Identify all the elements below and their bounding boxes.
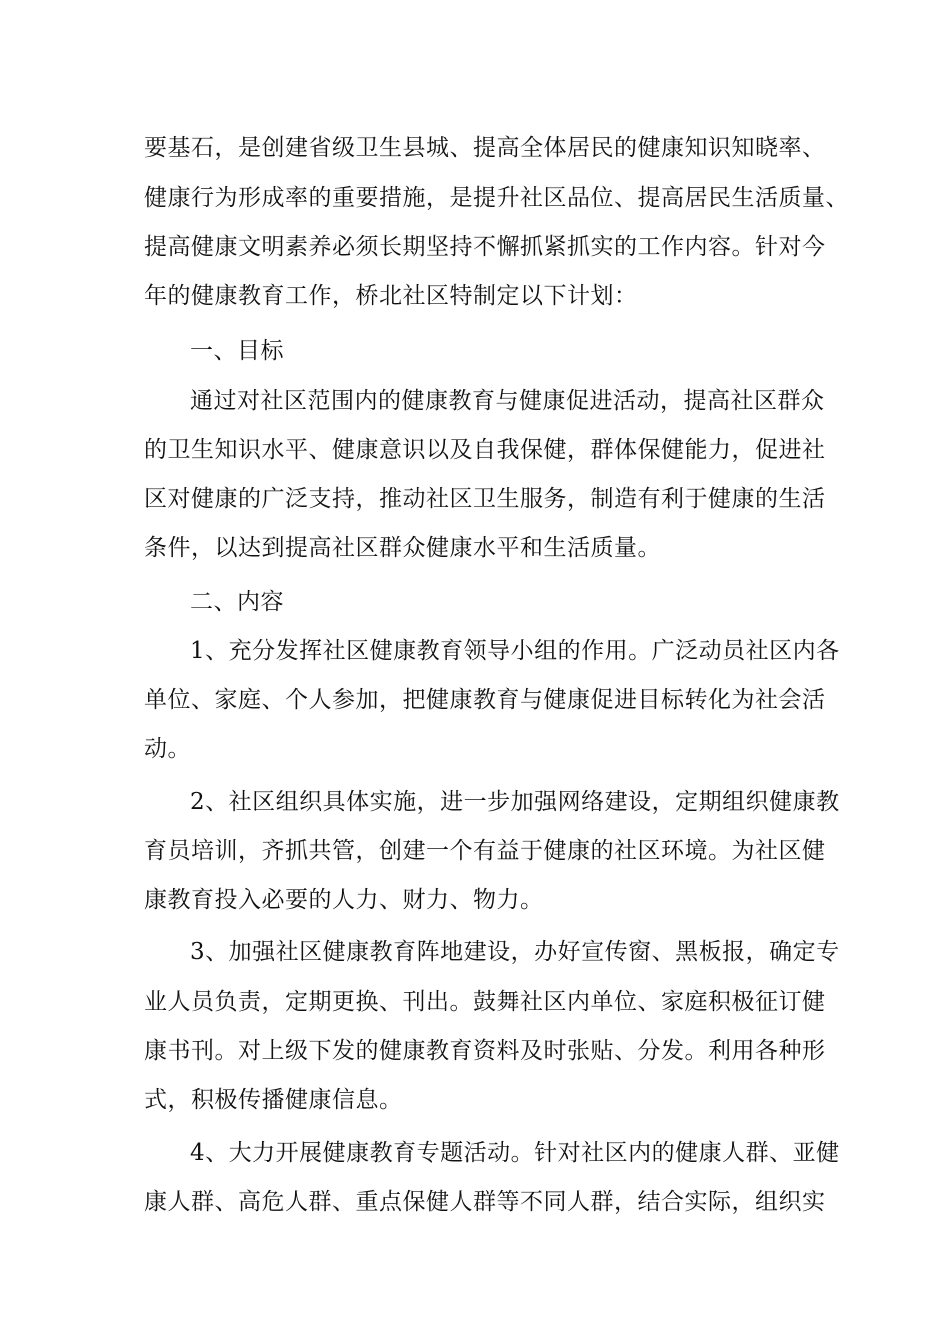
- section-heading-content: 二、内容: [190, 589, 284, 615]
- section-heading-goal: 一、目标: [190, 338, 284, 364]
- paragraph-line: 的卫生知识水平、健康意识以及自我保健，群体保健能力，促进社: [144, 437, 826, 463]
- paragraph-line: 动。: [144, 736, 191, 762]
- paragraph-line: 区对健康的广泛支持，推动社区卫生服务，制造有利于健康的生活: [144, 486, 826, 512]
- paragraph-line: 育员培训，齐抓共管，创建一个有益于健康的社区环境。为社区健: [144, 838, 826, 864]
- paragraph-line: 年的健康教育工作，桥北社区特制定以下计划：: [144, 283, 638, 309]
- paragraph-line: 健康行为形成率的重要措施，是提升社区品位、提高居民生活质量、: [144, 185, 849, 211]
- paragraph-line: 要基石，是创建省级卫生县城、提高全体居民的健康知识知晓率、: [144, 135, 826, 161]
- paragraph-line: 4、大力开展健康教育专题活动。针对社区内的健康人群、亚健: [190, 1140, 840, 1166]
- paragraph-line: 条件，以达到提高社区群众健康水平和生活质量。: [144, 535, 661, 561]
- paragraph-line: 业人员负责，定期更换、刊出。鼓舞社区内单位、家庭积极征订健: [144, 989, 826, 1015]
- paragraph-line: 康书刊。对上级下发的健康教育资料及时张贴、分发。利用各种形: [144, 1038, 826, 1064]
- paragraph-line: 康教育投入必要的人力、财力、物力。: [144, 887, 544, 913]
- paragraph-line: 3、加强社区健康教育阵地建设，办好宣传窗、黑板报，确定专: [190, 939, 840, 965]
- paragraph-line: 单位、家庭、个人参加，把健康教育与健康促进目标转化为社会活: [144, 687, 826, 713]
- paragraph-line: 2、社区组织具体实施，进一步加强网络建设，定期组织健康教: [190, 789, 840, 815]
- paragraph-line: 康人群、高危人群、重点保健人群等不同人群，结合实际，组织实: [144, 1189, 826, 1215]
- paragraph-line: 通过对社区范围内的健康教育与健康促进活动，提高社区群众: [190, 388, 825, 414]
- paragraph-line: 提高健康文明素养必须长期坚持不懈抓紧抓实的工作内容。针对今: [144, 234, 826, 260]
- paragraph-line: 式，积极传播健康信息。: [144, 1087, 403, 1113]
- paragraph-line: 1、充分发挥社区健康教育领导小组的作用。广泛动员社区内各: [190, 638, 840, 664]
